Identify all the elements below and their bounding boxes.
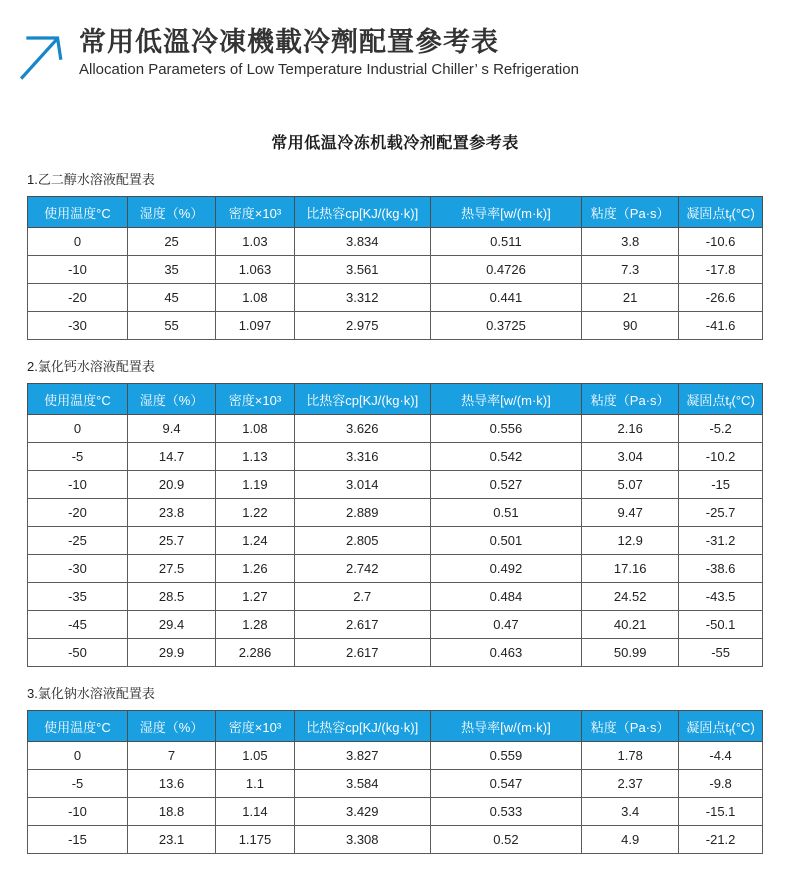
column-header: 粘度（Pa·s） [582, 197, 679, 228]
table-cell: -5 [28, 443, 128, 471]
table-row [28, 611, 763, 639]
table-cell: -20 [28, 499, 128, 527]
table-cell: -30 [28, 555, 128, 583]
table-cell: -10.6 [679, 228, 763, 256]
table-row [28, 471, 763, 499]
table-cell: 3.04 [582, 443, 679, 471]
table-cell: 0.527 [430, 471, 581, 499]
table-cell: 3.014 [294, 471, 430, 499]
table-cell: 0 [28, 228, 128, 256]
table-cell: 20.9 [127, 471, 215, 499]
column-header: 湿度（%） [127, 197, 215, 228]
document-header [0, 0, 790, 84]
column-header: 密度×10³ [216, 197, 295, 228]
table-cell: -10 [28, 798, 128, 826]
table-cell: 0.511 [430, 228, 581, 256]
table-cell: 0.52 [430, 826, 581, 854]
table-cell: -9.8 [679, 770, 763, 798]
doc-title: 常用低温冷冻机载冷剂配置参考表 [271, 135, 519, 152]
column-header: 粘度（Pa·s） [582, 384, 679, 415]
table-cell: 2.742 [294, 555, 430, 583]
table-cell: 23.8 [127, 499, 215, 527]
table-cell: 21 [582, 284, 679, 312]
table-cell: 25.7 [127, 527, 215, 555]
table-cell: 2.7 [294, 583, 430, 611]
column-header: 凝固点$t_f(^\circ C)$ [679, 197, 763, 228]
table-cell: 17.16 [582, 555, 679, 583]
table-cell: 0.441 [430, 284, 581, 312]
table-cell: 0 [28, 415, 128, 443]
table-cell: 27.5 [127, 555, 215, 583]
table-cell: -25.7 [679, 499, 763, 527]
column-header: 比热容cp[KJ/(kg·k)] [294, 711, 430, 742]
table-cell: 25 [127, 228, 215, 256]
column-header: 热导率[w/(m·k)] [430, 711, 581, 742]
table-cell: 1.03 [216, 228, 295, 256]
table-cell: 1.19 [216, 471, 295, 499]
table-row [28, 527, 763, 555]
table-cell: 0.463 [430, 639, 581, 667]
table-cell: 0.4726 [430, 256, 581, 284]
table-row [28, 583, 763, 611]
table-cell: 3.312 [294, 284, 430, 312]
table-cell: 28.5 [127, 583, 215, 611]
table-cell: -10 [28, 256, 128, 284]
table-cell: 1.175 [216, 826, 295, 854]
table-row [28, 742, 763, 770]
table-cell: 1.26 [216, 555, 295, 583]
table-cell: -20 [28, 284, 128, 312]
column-header: 密度×10³ [216, 384, 295, 415]
table-cell: 3.561 [294, 256, 430, 284]
table-cell: 50.99 [582, 639, 679, 667]
table-cell: 2.37 [582, 770, 679, 798]
table-cell: 5.07 [582, 471, 679, 499]
column-header: 热导率[w/(m·k)] [430, 384, 581, 415]
table-cell: 2.975 [294, 312, 430, 340]
column-header: 使用温度°C [28, 197, 128, 228]
table-cell: -17.8 [679, 256, 763, 284]
table-row [28, 312, 763, 340]
table-cell: 9.47 [582, 499, 679, 527]
table-cell: 2.805 [294, 527, 430, 555]
table-cell: 3.429 [294, 798, 430, 826]
section-calcium-chloride [27, 356, 763, 667]
table-cell: 55 [127, 312, 215, 340]
table-row [28, 256, 763, 284]
section-title-3: 3.氯化钠水溶液配置表 [27, 686, 155, 701]
table-cell: 40.21 [582, 611, 679, 639]
document-body [0, 130, 790, 854]
section-title-1: 1.乙二醇水溶液配置表 [27, 172, 155, 187]
table-cell: 1.22 [216, 499, 295, 527]
table-cell: -30 [28, 312, 128, 340]
table-cell: -26.6 [679, 284, 763, 312]
table-row [28, 228, 763, 256]
table-cell: -41.6 [679, 312, 763, 340]
page-title: 常用低溫冷凍機載冷劑配置參考表 [79, 27, 499, 57]
column-header: 比热容cp[KJ/(kg·k)] [294, 384, 430, 415]
table-cell: -5 [28, 770, 128, 798]
table-cell: 35 [127, 256, 215, 284]
table-cell: 1.28 [216, 611, 295, 639]
sodium-chloride-table [27, 710, 763, 854]
table-cell: -15 [679, 471, 763, 499]
section-sodium-chloride [27, 683, 763, 854]
column-header: 使用温度°C [28, 711, 128, 742]
header-titles [79, 26, 579, 78]
table-cell: 1.27 [216, 583, 295, 611]
table-cell: 0.51 [430, 499, 581, 527]
table-cell: -31.2 [679, 527, 763, 555]
section-ethylene-glycol [27, 169, 763, 340]
table-cell: 3.584 [294, 770, 430, 798]
table-cell: 9.4 [127, 415, 215, 443]
table-row [28, 798, 763, 826]
table-cell: 18.8 [127, 798, 215, 826]
table-cell: 0.492 [430, 555, 581, 583]
table-cell: 0.3725 [430, 312, 581, 340]
table-row [28, 770, 763, 798]
table-cell: -55 [679, 639, 763, 667]
table-cell: 12.9 [582, 527, 679, 555]
table-cell: -15 [28, 826, 128, 854]
table-cell: -10 [28, 471, 128, 499]
column-header: 凝固点$t_f(^\circ C)$ [679, 711, 763, 742]
table-cell: 3.626 [294, 415, 430, 443]
table-cell: 4.9 [582, 826, 679, 854]
table-cell: 1.24 [216, 527, 295, 555]
table-cell: 0.501 [430, 527, 581, 555]
table-header-row [28, 711, 763, 742]
table-cell: 1.1 [216, 770, 295, 798]
table-cell: 1.78 [582, 742, 679, 770]
table-header-row [28, 384, 763, 415]
column-header: 凝固点$t_f(^\circ C)$ [679, 384, 763, 415]
column-header: 粘度（Pa·s） [582, 711, 679, 742]
table-cell: 0.556 [430, 415, 581, 443]
table-cell: 0.547 [430, 770, 581, 798]
table-cell: -43.5 [679, 583, 763, 611]
table-cell: 14.7 [127, 443, 215, 471]
table-cell: 0.533 [430, 798, 581, 826]
table-cell: 0.484 [430, 583, 581, 611]
table-cell: 2.617 [294, 639, 430, 667]
table-cell: 90 [582, 312, 679, 340]
table-cell: 1.08 [216, 415, 295, 443]
table-cell: 0.47 [430, 611, 581, 639]
page-subtitle: Allocation Parameters of Low Temperature Industrial Chiller’ s Refrigeration [79, 61, 579, 78]
table-row [28, 499, 763, 527]
column-header: 密度×10³ [216, 711, 295, 742]
table-row [28, 284, 763, 312]
table-cell: -50 [28, 639, 128, 667]
table-cell: 23.1 [127, 826, 215, 854]
table-cell: -38.6 [679, 555, 763, 583]
table-cell: 3.316 [294, 443, 430, 471]
column-header: 比热容cp[KJ/(kg·k)] [294, 197, 430, 228]
table-cell: 3.827 [294, 742, 430, 770]
table-cell: 2.889 [294, 499, 430, 527]
section-title-2: 2.氯化钙水溶液配置表 [27, 359, 155, 374]
table-cell: 29.4 [127, 611, 215, 639]
table-cell: 1.14 [216, 798, 295, 826]
column-header: 湿度（%） [127, 384, 215, 415]
column-header: 使用温度°C [28, 384, 128, 415]
table-cell: 45 [127, 284, 215, 312]
table-cell: 1.097 [216, 312, 295, 340]
table-cell: -50.1 [679, 611, 763, 639]
table-cell: 29.9 [127, 639, 215, 667]
table-cell: 2.286 [216, 639, 295, 667]
table-cell: 1.05 [216, 742, 295, 770]
table-cell: -10.2 [679, 443, 763, 471]
table-cell: 7.3 [582, 256, 679, 284]
table-cell: 3.4 [582, 798, 679, 826]
table-cell: 3.308 [294, 826, 430, 854]
calcium-chloride-table [27, 383, 763, 667]
column-header: 热导率[w/(m·k)] [430, 197, 581, 228]
table-row [28, 555, 763, 583]
ethylene-glycol-table [27, 196, 763, 340]
table-cell: 13.6 [127, 770, 215, 798]
table-cell: 24.52 [582, 583, 679, 611]
column-header: 湿度（%） [127, 711, 215, 742]
table-cell: 1.08 [216, 284, 295, 312]
table-header-row [28, 197, 763, 228]
table-cell: 0.559 [430, 742, 581, 770]
arrow-up-right-icon [15, 26, 67, 84]
table-cell: 7 [127, 742, 215, 770]
table-row [28, 826, 763, 854]
table-row [28, 639, 763, 667]
table-cell: -45 [28, 611, 128, 639]
table-cell: 3.834 [294, 228, 430, 256]
table-row [28, 443, 763, 471]
table-cell: 3.8 [582, 228, 679, 256]
table-cell: -5.2 [679, 415, 763, 443]
table-cell: -35 [28, 583, 128, 611]
table-cell: 0 [28, 742, 128, 770]
table-cell: 1.13 [216, 443, 295, 471]
table-cell: -21.2 [679, 826, 763, 854]
table-cell: -15.1 [679, 798, 763, 826]
table-cell: 2.617 [294, 611, 430, 639]
table-cell: -4.4 [679, 742, 763, 770]
table-cell: 0.542 [430, 443, 581, 471]
table-cell: -25 [28, 527, 128, 555]
table-row [28, 415, 763, 443]
table-cell: 1.063 [216, 256, 295, 284]
table-cell: 2.16 [582, 415, 679, 443]
